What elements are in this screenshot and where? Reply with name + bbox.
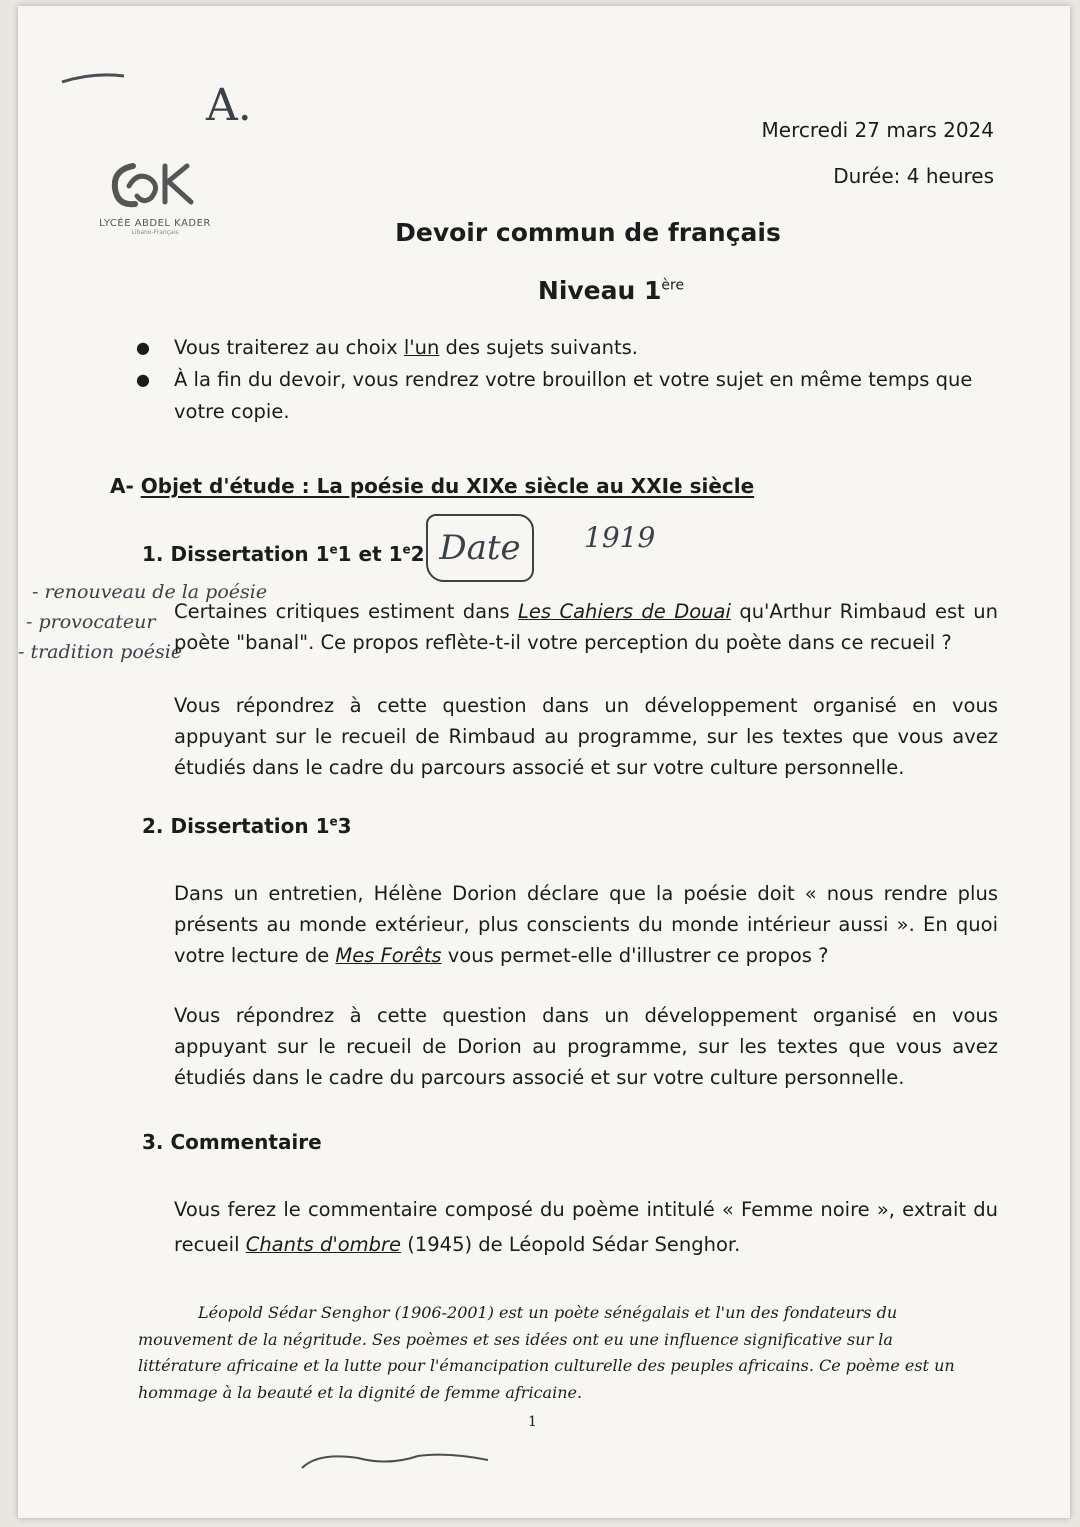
handwritten-year: 1919 <box>584 521 656 554</box>
list-item: ● Vous traiterez au choix l'un des sujets suivants. <box>136 336 638 359</box>
instructions-list <box>136 332 996 428</box>
list-item: ● À la fin du devoir, vous rendrez votre brouillon et votre sujet en même temps que votre copie. <box>136 368 973 423</box>
pen-stroke-bottom <box>298 1438 498 1478</box>
level-heading: Niveau 1ère <box>537 276 685 305</box>
item2-heading: 2. Dissertation 1e3 <box>142 814 352 838</box>
page-number: 1 <box>528 1414 537 1430</box>
item2-question: Dans un entretien, Hélène Dorion déclare que la poésie doit « nous rendre plus présents au monde extérieur, plus conscients du monde intérieur aussi ». En quoi votre lecture de Mes Forêts vous permet-elle d'illustrer ce propos ? <box>174 882 998 967</box>
item1-question: Certaines critiques estiment dans Les Cahiers de Douai qu'Arthur Rimbaud est un poète "banal". Ce propos reflète-t-il votre perception du poète dans ce recueil ? <box>174 600 998 654</box>
item3-heading: 3. Commentaire <box>142 1130 322 1154</box>
item1-instructions: Vous répondrez à cette question dans un développement organisé en vous appuyant sur le recueil de Rimbaud au programme, sur les textes que vous avez étudiés dans le cadre du parcours associé et sur votre culture personnelle. <box>174 694 998 779</box>
school-subtitle: Libano-Français <box>131 229 179 236</box>
document-page <box>18 6 1070 1518</box>
school-name: LYCÉE ABDEL KADER <box>99 218 211 229</box>
handwritten-date-box: Date <box>426 514 534 582</box>
author-note: Léopold Sédar Senghor (1906-2001) est un poète sénégalais et l'un des fondateurs du mouvement de la négritude. Ses poèmes et ses idées ont eu une influence significative sur la littérature africaine et la lutte pour l'émancipation culturelle des peuples africains. Ce poème est un hommage à la beauté et la dignité de femme africaine. <box>138 1303 955 1402</box>
item2-instructions: Vous répondrez à cette question dans un développement organisé en vous appuyant sur le recueil de Dorion au programme, sur les textes que vous avez étudiés dans le cadre du parcours associé et sur votre culture personnelle. <box>174 1004 998 1089</box>
item3-question: Vous ferez le commentaire composé du poème intitulé « Femme noire », extrait du recueil Chants d'ombre (1945) de Léopold Sédar Senghor. <box>174 1198 998 1256</box>
item1-heading: 1. Dissertation 1e1 et 1e2 <box>142 542 425 566</box>
document-title: Devoir commun de français <box>395 218 781 247</box>
handwritten-letter: A. <box>206 80 252 131</box>
section-heading: A- Objet d'étude : La poésie du XIXe siècle au XXIe siècle <box>110 474 755 498</box>
handwritten-margin-notes: - renouveau de la poésie - provocateur - tradition poésie <box>18 581 268 663</box>
exam-date: Mercredi 27 mars 2024 <box>761 118 994 142</box>
exam-duration: Durée: 4 heures <box>833 164 994 188</box>
school-logo-icon <box>107 156 203 212</box>
pen-stroke-top <box>58 68 128 88</box>
